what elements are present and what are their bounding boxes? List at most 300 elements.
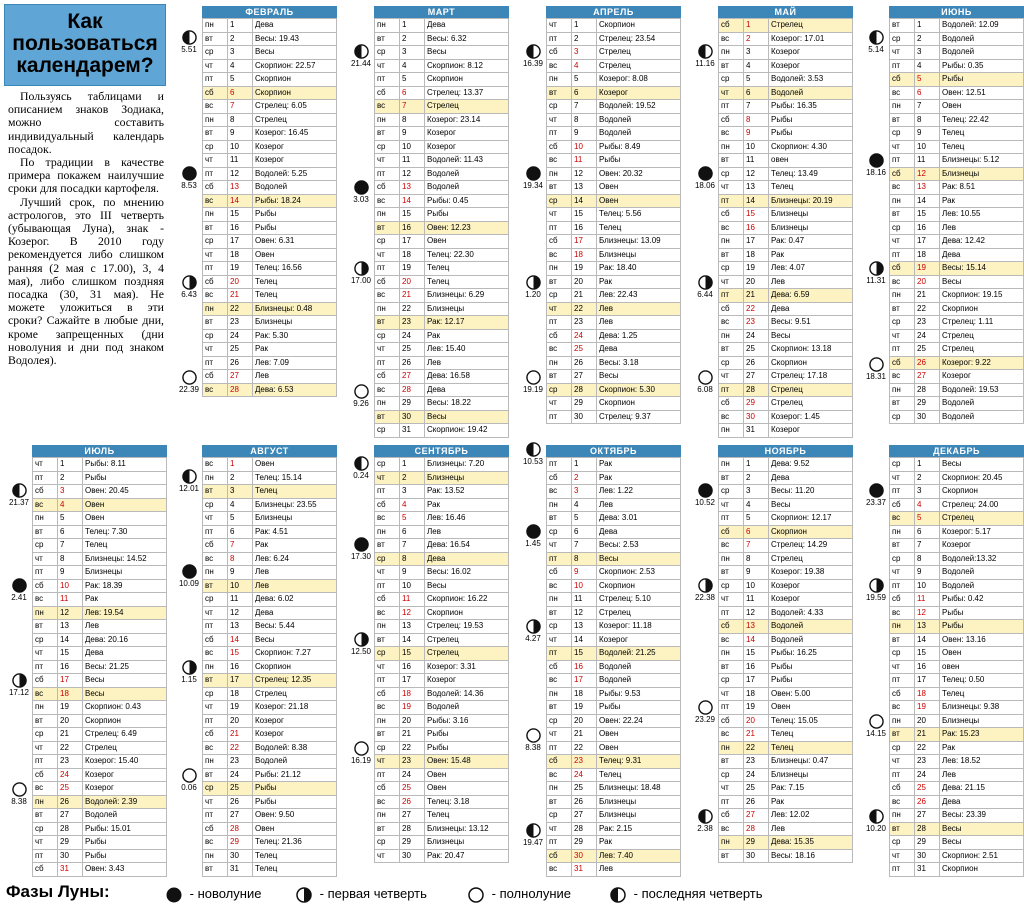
- zodiac-cell: Овен: [425, 235, 509, 249]
- weekday-cell: пн: [203, 19, 228, 33]
- day-number-cell: 19: [744, 262, 769, 276]
- day-row: [375, 593, 509, 607]
- day-number-cell: 4: [58, 498, 83, 512]
- weekday-cell: пт: [375, 768, 400, 782]
- weekday-cell: чт: [890, 849, 915, 863]
- zodiac-cell: Дева: [769, 471, 853, 485]
- zodiac-cell: Дева: 6.53: [253, 383, 337, 397]
- day-number-cell: 27: [400, 370, 425, 384]
- day-row: [375, 485, 509, 499]
- weekday-cell: чт: [203, 606, 228, 620]
- day-number-cell: 18: [744, 248, 769, 262]
- day-row: [547, 687, 681, 701]
- weekday-cell: пн: [203, 208, 228, 222]
- zodiac-cell: Весы: [253, 633, 337, 647]
- day-row: [203, 262, 337, 276]
- day-number-cell: 9: [228, 566, 253, 580]
- zodiac-cell: Лев: 22.43: [597, 289, 681, 303]
- weekday-cell: чт: [547, 822, 572, 836]
- weekday-cell: вт: [203, 221, 228, 235]
- weekday-cell: чт: [890, 755, 915, 769]
- day-number-cell: 1: [915, 458, 940, 472]
- day-row: [203, 100, 337, 114]
- zodiac-cell: Весы: [769, 498, 853, 512]
- moon-phase-marker: [861, 808, 891, 833]
- weekday-cell: пт: [547, 410, 572, 424]
- day-number-cell: 20: [228, 275, 253, 289]
- day-row: [547, 329, 681, 343]
- day-number-cell: 18: [400, 248, 425, 262]
- last-quarter-icon: [182, 469, 197, 484]
- zodiac-cell: Дева: [425, 19, 509, 33]
- day-number-cell: 26: [915, 795, 940, 809]
- moon-phase-time: 16.39: [522, 58, 544, 68]
- moon-phase-marker: [518, 43, 548, 68]
- zodiac-cell: Близнецы: 13.12: [425, 822, 509, 836]
- day-number-cell: 17: [400, 674, 425, 688]
- weekday-cell: вс: [203, 289, 228, 303]
- weekday-cell: пн: [719, 329, 744, 343]
- day-row: [203, 809, 337, 823]
- day-row: [890, 552, 1024, 566]
- day-row: [890, 579, 1024, 593]
- weekday-cell: ср: [33, 539, 58, 553]
- zodiac-cell: Стрелец: [83, 741, 167, 755]
- zodiac-cell: Весы: 3.18: [597, 356, 681, 370]
- zodiac-cell: Телец: [253, 275, 337, 289]
- zodiac-cell: Козерог: [253, 140, 337, 154]
- zodiac-cell: Дева: [940, 248, 1024, 262]
- weekday-cell: вс: [33, 593, 58, 607]
- month-table: [374, 18, 509, 438]
- weekday-cell: пт: [33, 471, 58, 485]
- weekday-cell: пн: [890, 620, 915, 634]
- weekday-cell: сб: [719, 208, 744, 222]
- moon-phase-time: 4.27: [525, 633, 541, 643]
- weekday-cell: ср: [375, 552, 400, 566]
- day-number-cell: 9: [915, 566, 940, 580]
- full-moon-icon: [354, 384, 369, 399]
- weekday-cell: ср: [203, 235, 228, 249]
- zodiac-cell: Весы: 23.39: [940, 809, 1024, 823]
- day-row: [33, 809, 167, 823]
- moon-phase-legend: [6, 880, 1016, 908]
- zodiac-cell: Водолей: [597, 674, 681, 688]
- day-row: [203, 633, 337, 647]
- weekday-cell: пн: [547, 593, 572, 607]
- zodiac-cell: Стрелец: [597, 59, 681, 73]
- zodiac-cell: Рыбы: [83, 836, 167, 850]
- zodiac-cell: Близнецы: [769, 768, 853, 782]
- day-row: [547, 397, 681, 411]
- weekday-cell: вт: [890, 19, 915, 33]
- zodiac-cell: Рак: [940, 194, 1024, 208]
- day-number-cell: 27: [915, 809, 940, 823]
- zodiac-cell: Козерог: 16.45: [253, 127, 337, 141]
- weekday-cell: вт: [547, 512, 572, 526]
- day-row: [890, 167, 1024, 181]
- legend-item-first-quarter: [296, 886, 427, 903]
- day-row: [203, 768, 337, 782]
- day-number-cell: 3: [400, 46, 425, 60]
- weekday-cell: пн: [547, 167, 572, 181]
- day-number-cell: 8: [58, 552, 83, 566]
- weekday-cell: пн: [375, 302, 400, 316]
- zodiac-cell: Лев: 18.52: [940, 755, 1024, 769]
- weekday-cell: сб: [203, 728, 228, 742]
- month-title: ДЕКАБРЬ: [889, 445, 1024, 457]
- day-number-cell: 24: [58, 768, 83, 782]
- day-row: [375, 383, 509, 397]
- zodiac-cell: Водолей: [253, 755, 337, 769]
- zodiac-cell: Стрелец: [425, 100, 509, 114]
- day-number-cell: 17: [572, 674, 597, 688]
- weekday-cell: вт: [375, 316, 400, 330]
- zodiac-cell: Лев: 10.55: [940, 208, 1024, 222]
- day-row: [890, 633, 1024, 647]
- day-number-cell: 15: [744, 647, 769, 661]
- day-number-cell: 22: [400, 741, 425, 755]
- moon-phase-marker: [690, 577, 720, 602]
- day-number-cell: 10: [228, 579, 253, 593]
- moon-phase-marker: [690, 43, 720, 68]
- day-number-cell: 8: [572, 113, 597, 127]
- first-quarter-icon: [12, 673, 27, 688]
- zodiac-cell: Скорпион: [253, 660, 337, 674]
- day-number-cell: 15: [572, 647, 597, 661]
- zodiac-cell: Стрелец: [597, 46, 681, 60]
- day-row: [719, 127, 853, 141]
- day-row: [203, 383, 337, 397]
- weekday-cell: сб: [890, 262, 915, 276]
- day-number-cell: 30: [400, 410, 425, 424]
- weekday-cell: пн: [203, 849, 228, 863]
- weekday-cell: пт: [375, 73, 400, 87]
- day-number-cell: 21: [744, 289, 769, 303]
- day-row: [890, 795, 1024, 809]
- moon-phase-time: 2.38: [697, 824, 713, 834]
- day-row: [203, 356, 337, 370]
- day-number-cell: 27: [915, 370, 940, 384]
- day-number-cell: 12: [400, 167, 425, 181]
- weekday-cell: вс: [203, 194, 228, 208]
- day-row: [547, 471, 681, 485]
- day-row: [375, 633, 509, 647]
- day-number-cell: 20: [400, 275, 425, 289]
- moon-phase-time: 17.30: [350, 552, 372, 562]
- zodiac-cell: Водолей: [940, 579, 1024, 593]
- zodiac-cell: овен: [769, 154, 853, 168]
- day-number-cell: 25: [915, 782, 940, 796]
- weekday-cell: чт: [890, 660, 915, 674]
- first-quarter-icon: [526, 275, 541, 290]
- weekday-cell: сб: [547, 849, 572, 863]
- weekday-cell: сб: [375, 370, 400, 384]
- weekday-cell: чт: [719, 593, 744, 607]
- zodiac-cell: Весы: [597, 370, 681, 384]
- zodiac-cell: Овен: [253, 458, 337, 472]
- intro-paragraph: Лучший срок, по мнению астрологов, это III четверть (убывающая Луна), знак - Козерог. В 2010 году рекомендуется либо слишком ранняя (2 мая с 17.00), 3, 4 мая), либо слишком поздняя посадка (30, 31 мая). Не можете уложиться в эти сроки? Сажайте в любые дни, кроме запрещенных (дни новолуния и дни под знаком Водолея).: [8, 194, 164, 368]
- weekday-cell: пт: [890, 863, 915, 877]
- day-row: [547, 19, 681, 33]
- moon-phase-marker: [174, 29, 204, 54]
- day-number-cell: 22: [58, 741, 83, 755]
- day-row: [547, 140, 681, 154]
- weekday-cell: чт: [375, 154, 400, 168]
- day-number-cell: 26: [400, 356, 425, 370]
- weekday-cell: сб: [719, 302, 744, 316]
- day-row: [375, 795, 509, 809]
- day-row: [719, 593, 853, 607]
- day-number-cell: 22: [572, 741, 597, 755]
- moon-phase-marker: [174, 767, 204, 792]
- zodiac-cell: Весы: [83, 674, 167, 688]
- zodiac-cell: Козерог: [597, 633, 681, 647]
- weekday-cell: пн: [890, 383, 915, 397]
- day-row: [719, 370, 853, 384]
- weekday-cell: сб: [547, 329, 572, 343]
- day-row: [375, 73, 509, 87]
- day-row: [890, 59, 1024, 73]
- zodiac-cell: Близнецы: 18.48: [597, 782, 681, 796]
- day-row: [719, 154, 853, 168]
- day-row: [203, 127, 337, 141]
- zodiac-cell: Близнецы: 20.19: [769, 194, 853, 208]
- day-row: [375, 539, 509, 553]
- legend-label: - полнолуние: [491, 886, 572, 901]
- day-row: [375, 343, 509, 357]
- day-row: [719, 329, 853, 343]
- moon-phase-marker: [174, 659, 204, 684]
- zodiac-cell: Рак: 18.40: [597, 262, 681, 276]
- day-number-cell: 12: [572, 606, 597, 620]
- weekday-cell: пн: [890, 194, 915, 208]
- weekday-cell: ср: [547, 714, 572, 728]
- day-row: [719, 836, 853, 850]
- month-table: [718, 18, 853, 438]
- zodiac-cell: Стрелец: 6.05: [253, 100, 337, 114]
- weekday-cell: вт: [375, 221, 400, 235]
- zodiac-cell: Скорпион: [597, 19, 681, 33]
- zodiac-cell: Козерог: [253, 714, 337, 728]
- weekday-cell: пн: [719, 235, 744, 249]
- day-row: [203, 525, 337, 539]
- zodiac-cell: Телец: [253, 485, 337, 499]
- day-number-cell: 10: [228, 140, 253, 154]
- day-row: [33, 620, 167, 634]
- last-quarter-icon: [869, 30, 884, 45]
- day-number-cell: 8: [400, 113, 425, 127]
- month-table: [202, 18, 337, 397]
- weekday-cell: сб: [719, 809, 744, 823]
- day-row: [203, 86, 337, 100]
- day-number-cell: 29: [400, 397, 425, 411]
- weekday-cell: пт: [375, 167, 400, 181]
- weekday-cell: вт: [719, 566, 744, 580]
- day-number-cell: 31: [572, 863, 597, 877]
- zodiac-cell: Водолей: 2.39: [83, 795, 167, 809]
- zodiac-cell: Рак: [597, 836, 681, 850]
- day-number-cell: 30: [744, 849, 769, 863]
- zodiac-cell: Скорпион: [940, 485, 1024, 499]
- day-row: [375, 606, 509, 620]
- day-row: [547, 822, 681, 836]
- day-row: [890, 181, 1024, 195]
- day-row: [33, 458, 167, 472]
- day-number-cell: 24: [744, 329, 769, 343]
- zodiac-cell: Стрелец: [425, 647, 509, 661]
- zodiac-cell: овен: [940, 660, 1024, 674]
- day-number-cell: 25: [58, 782, 83, 796]
- weekday-cell: сб: [890, 498, 915, 512]
- zodiac-cell: Близнецы: 7.20: [425, 458, 509, 472]
- weekday-cell: вт: [547, 606, 572, 620]
- day-row: [33, 606, 167, 620]
- month-block: [718, 445, 853, 863]
- weekday-cell: ср: [33, 728, 58, 742]
- weekday-cell: пт: [33, 849, 58, 863]
- day-row: [547, 525, 681, 539]
- day-number-cell: 24: [400, 329, 425, 343]
- weekday-cell: сб: [375, 687, 400, 701]
- day-row: [547, 46, 681, 60]
- day-number-cell: 11: [915, 593, 940, 607]
- weekday-cell: сб: [203, 539, 228, 553]
- new-moon-icon: [698, 483, 713, 498]
- zodiac-cell: Рыбы: [769, 113, 853, 127]
- moon-phase-time: 14.15: [865, 729, 887, 738]
- zodiac-cell: Скорпион: [597, 397, 681, 411]
- day-row: [719, 674, 853, 688]
- intro-paragraph: Пользуясь таблицами и описанием знаков Зодиака, можно составить индивидуальный календарь посадок.: [8, 89, 164, 156]
- day-row: [719, 755, 853, 769]
- zodiac-cell: Водолей: [597, 127, 681, 141]
- day-row: [203, 302, 337, 316]
- zodiac-cell: Близнецы: [425, 471, 509, 485]
- day-row: [203, 701, 337, 715]
- day-row: [203, 235, 337, 249]
- zodiac-cell: Весы: [769, 329, 853, 343]
- day-row: [719, 579, 853, 593]
- day-number-cell: 6: [915, 525, 940, 539]
- day-row: [719, 606, 853, 620]
- day-number-cell: 24: [744, 768, 769, 782]
- day-row: [33, 728, 167, 742]
- day-number-cell: 17: [228, 235, 253, 249]
- day-row: [890, 525, 1024, 539]
- day-number-cell: 25: [400, 343, 425, 357]
- weekday-cell: сб: [33, 485, 58, 499]
- day-row: [719, 701, 853, 715]
- zodiac-cell: Овен: 20.32: [597, 167, 681, 181]
- moon-phase-marker: [861, 577, 891, 602]
- moon-phase-time: 12.01: [178, 484, 200, 494]
- zodiac-cell: Телец: [425, 262, 509, 276]
- day-row: [547, 410, 681, 424]
- weekday-cell: ср: [719, 579, 744, 593]
- weekday-cell: чт: [547, 539, 572, 553]
- day-number-cell: 7: [915, 539, 940, 553]
- day-row: [375, 701, 509, 715]
- day-row: [547, 275, 681, 289]
- zodiac-cell: Козерог: [425, 674, 509, 688]
- day-row: [890, 593, 1024, 607]
- weekday-cell: вс: [203, 836, 228, 850]
- zodiac-cell: Близнецы: [769, 221, 853, 235]
- zodiac-cell: Овен: 15.48: [425, 755, 509, 769]
- weekday-cell: сб: [547, 566, 572, 580]
- moon-phase-marker: [346, 260, 376, 285]
- day-row: [203, 539, 337, 553]
- day-row: [719, 552, 853, 566]
- zodiac-cell: Дева: 9.52: [769, 458, 853, 472]
- day-row: [547, 113, 681, 127]
- weekday-cell: вс: [890, 181, 915, 195]
- zodiac-cell: Весы: [83, 687, 167, 701]
- weekday-cell: пн: [547, 687, 572, 701]
- day-row: [890, 458, 1024, 472]
- weekday-cell: пт: [375, 262, 400, 276]
- weekday-cell: ср: [719, 674, 744, 688]
- day-number-cell: 5: [915, 73, 940, 87]
- weekday-cell: вс: [33, 498, 58, 512]
- moon-phase-time: 18.16: [865, 167, 887, 177]
- weekday-cell: вс: [890, 606, 915, 620]
- day-row: [203, 248, 337, 262]
- day-number-cell: 23: [228, 316, 253, 330]
- weekday-cell: сб: [890, 687, 915, 701]
- zodiac-cell: Рак: 8.51: [940, 181, 1024, 195]
- day-number-cell: 28: [400, 822, 425, 836]
- day-row: [375, 208, 509, 222]
- zodiac-cell: Козерог: [83, 782, 167, 796]
- moon-phase-time: 22.39: [178, 385, 200, 395]
- zodiac-cell: Козерог: [253, 728, 337, 742]
- zodiac-cell: Дева: 21.15: [940, 782, 1024, 796]
- day-row: [890, 289, 1024, 303]
- weekday-cell: ср: [547, 809, 572, 823]
- day-row: [547, 86, 681, 100]
- day-row: [719, 809, 853, 823]
- weekday-cell: сб: [719, 620, 744, 634]
- zodiac-cell: Овен: [597, 728, 681, 742]
- zodiac-cell: Скорпион: [940, 302, 1024, 316]
- weekday-cell: ср: [375, 741, 400, 755]
- legend-item-last-quarter: [610, 886, 763, 903]
- day-row: [547, 768, 681, 782]
- day-row: [547, 289, 681, 303]
- zodiac-cell: Водолей: [940, 32, 1024, 46]
- day-number-cell: 26: [572, 795, 597, 809]
- weekday-cell: пт: [203, 714, 228, 728]
- day-row: [719, 302, 853, 316]
- weekday-cell: сб: [890, 167, 915, 181]
- zodiac-cell: Рак: [597, 275, 681, 289]
- last-quarter-icon: [610, 887, 626, 903]
- weekday-cell: вт: [203, 316, 228, 330]
- day-number-cell: 16: [58, 660, 83, 674]
- day-number-cell: 15: [915, 647, 940, 661]
- weekday-cell: пт: [33, 566, 58, 580]
- day-number-cell: 16: [572, 660, 597, 674]
- day-row: [203, 167, 337, 181]
- weekday-cell: пн: [890, 289, 915, 303]
- day-row: [33, 633, 167, 647]
- day-number-cell: 13: [572, 181, 597, 195]
- weekday-cell: сб: [547, 46, 572, 60]
- zodiac-cell: Овен: [83, 498, 167, 512]
- day-number-cell: 8: [744, 113, 769, 127]
